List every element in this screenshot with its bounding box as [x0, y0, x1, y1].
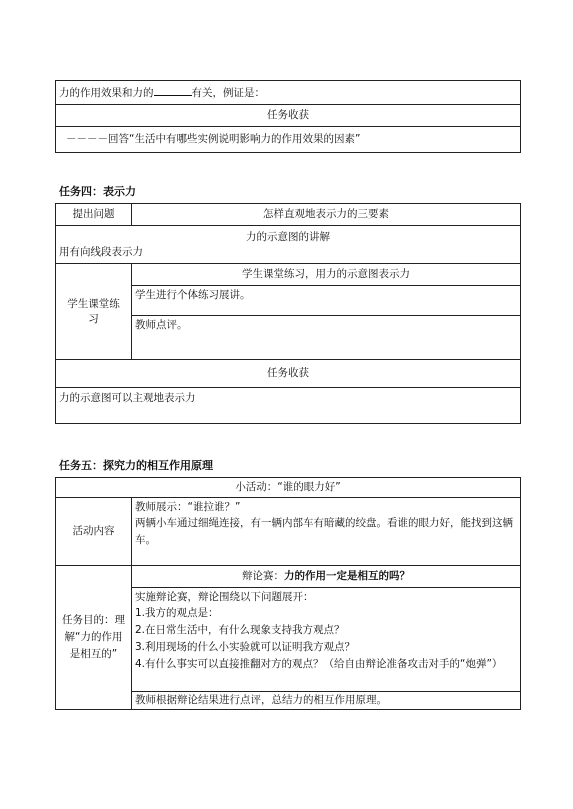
explain-text: 用有向线段表示力 — [59, 245, 143, 258]
debate-summary: 教师根据辩论结果进行点评，总结力的相互作用原理。 — [132, 692, 521, 710]
task4-title: 任务四：表示力 — [59, 185, 136, 198]
practice-label: 学生课堂练习 — [56, 264, 132, 360]
content-line-1: 教师展示：“谁拉谁？” — [135, 501, 241, 513]
debate-title — [132, 566, 521, 588]
task5-table — [55, 477, 521, 710]
debate-title-question: 力的作用一定是相互的吗？ — [284, 570, 410, 582]
debate-intro: 实施辩论赛，辩论围绕以下问题展开： — [135, 591, 314, 603]
task3-table — [55, 80, 521, 153]
practice-item-2: 教师点评。 — [132, 316, 521, 360]
ask-text: 怎样直观地表示力的三要素 — [132, 204, 521, 226]
debate-question-1: 1.我方的观点是： — [135, 607, 219, 619]
task4-harvest-heading: 任务收获 — [56, 360, 521, 388]
activity-title: 小活动：“谁的眼力好” — [56, 478, 521, 498]
content-label: 活动内容 — [56, 498, 132, 566]
debate-question-3: 3.利用现场的什么小实验就可以证明我方观点？ — [135, 641, 356, 653]
task3-answer: －－－－回答“生活中有哪些实例说明影响力的作用效果的因素” — [56, 127, 521, 153]
practice-item-1: 学生进行个体练习展讲。 — [132, 286, 521, 316]
goal-label: 任务目的：理解“力的作用是相互的” — [56, 566, 132, 710]
explain-title: 力的示意图的讲解 — [246, 230, 330, 243]
fill-blank[interactable] — [154, 85, 192, 96]
content-line-2: 两辆小车通过细绳连接，有一辆内部车有暗藏的绞盘。看谁的眼力好，能找到这辆车。 — [135, 517, 513, 546]
debate-body — [132, 588, 521, 692]
effect-factor-prefix: 力的作用效果和力的 — [59, 86, 154, 99]
debate-question-4: 4.有什么事实可以直接推翻对方的观点？（给自由辩论准备攻击对手的“炮弹”） — [135, 658, 503, 670]
task4-table — [55, 203, 521, 424]
explain-cell — [56, 226, 521, 264]
task3-harvest-heading: 任务收获 — [56, 105, 521, 127]
debate-title-prefix: 辩论赛： — [242, 570, 284, 582]
content-cell — [132, 498, 521, 566]
ask-label: 提出问题 — [56, 204, 132, 226]
practice-header: 学生课堂练习，用力的示意图表示力 — [132, 264, 521, 286]
effect-factor-row — [56, 81, 521, 105]
debate-question-2: 2.在日常生活中，有什么现象支持我方观点？ — [135, 624, 345, 636]
effect-factor-suffix: 有关，例证是： — [191, 86, 265, 99]
task4-harvest-text: 力的示意图可以主观地表示力 — [56, 388, 521, 424]
task5-title: 任务五：探究力的相互作用原理 — [59, 459, 213, 472]
